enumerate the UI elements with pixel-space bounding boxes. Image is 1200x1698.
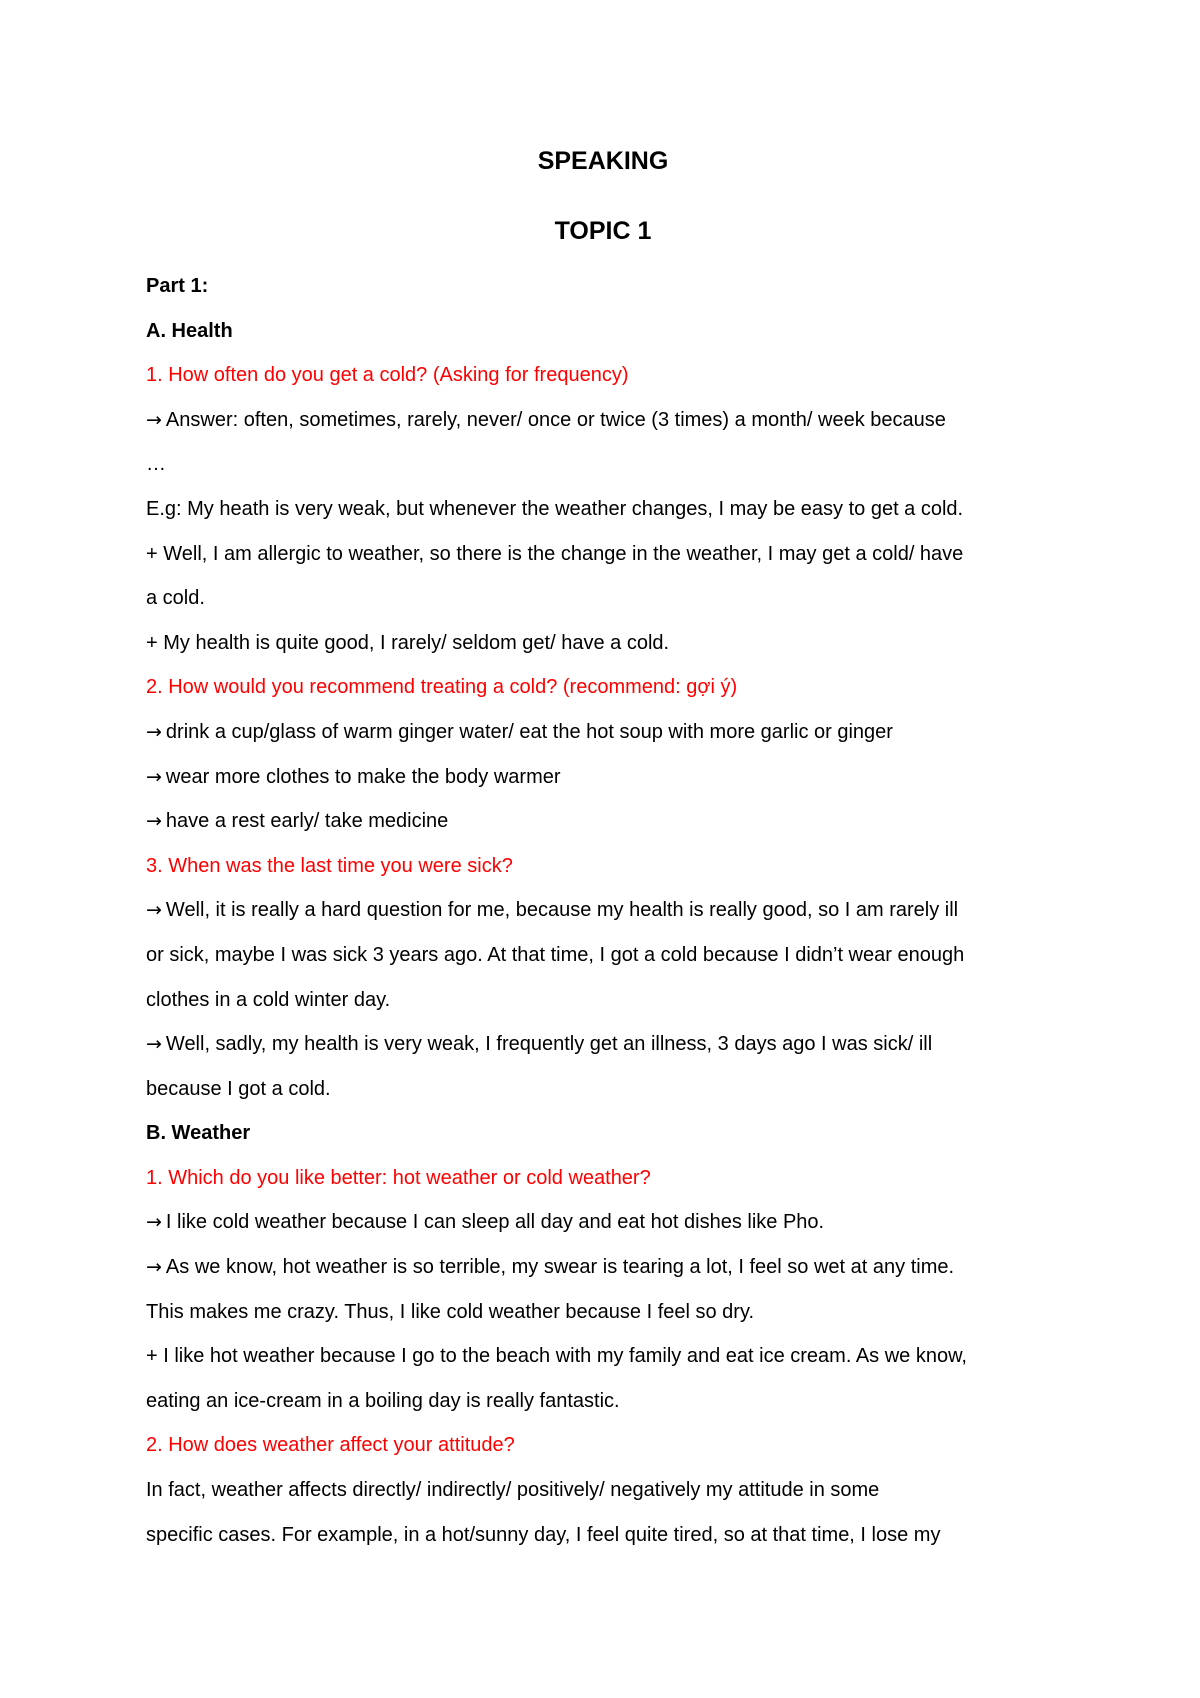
answer-line	[146, 799, 1060, 844]
answer-line: + Well, I am allergic to weather, so there is the change in the weather, I may get a cold/ have	[146, 542, 964, 565]
arrow-icon: →	[146, 1211, 162, 1234]
answer-text: I like cold weather because I can sleep all day and eat hot dishes like Pho.	[165, 1211, 825, 1234]
answer-line: This makes me crazy. Thus, I like cold weather because I feel so dry.	[146, 1300, 755, 1323]
answer-line: In fact, weather affects directly/ indirectly/ positively/ negatively my attitude in some	[146, 1479, 880, 1502]
answer-line	[146, 1022, 1060, 1067]
topic-title: TOPIC 1	[554, 217, 652, 245]
part-label: Part 1:	[146, 275, 209, 297]
arrow-icon: →	[146, 1033, 162, 1056]
answer-line	[146, 1245, 1060, 1290]
arrow-icon: →	[146, 810, 162, 833]
answer-line	[146, 755, 1060, 800]
answer-line	[146, 398, 1060, 443]
answer-text: drink a cup/glass of warm ginger water/ eat the hot soup with more garlic or ginger	[165, 720, 893, 743]
document-title: SPEAKING	[537, 147, 669, 175]
example-line: E.g: My heath is very weak, but whenever the weather changes, I may be easy to get a cold.	[146, 497, 964, 520]
question-health-2: 2. How would you recommend treating a cold? (recommend: gợi ý)	[146, 676, 738, 699]
question-health-3: 3. When was the last time you were sick?	[146, 854, 513, 877]
question-health-1: 1. How often do you get a cold? (Asking for frequency)	[146, 364, 629, 387]
answer-line	[146, 1200, 1060, 1245]
answer-line: eating an ice-cream in a boiling day is really fantastic.	[146, 1389, 620, 1412]
arrow-icon: →	[146, 720, 162, 743]
answer-line: specific cases. For example, in a hot/sunny day, I feel quite tired, so at that time, I lose my	[146, 1523, 941, 1546]
answer-text: wear more clothes to make the body warmer	[165, 765, 561, 788]
answer-line: because I got a cold.	[146, 1077, 331, 1100]
answer-line: + I like hot weather because I go to the beach with my family and eat ice cream. As we know,	[146, 1345, 967, 1368]
answer-text: Answer: often, sometimes, rarely, never/ once or twice (3 times) a month/ week because	[165, 408, 946, 431]
answer-text: Well, sadly, my health is very weak, I frequently get an illness, 3 days ago I was sick/ ill	[165, 1033, 933, 1056]
answer-text: Well, it is really a hard question for me, because my health is really good, so I am rarely ill	[165, 899, 959, 922]
arrow-icon: →	[146, 899, 162, 922]
section-heading-health: A. Health	[146, 319, 233, 342]
question-weather-2: 2. How does weather affect your attitude?	[146, 1434, 515, 1457]
question-weather-1: 1. Which do you like better: hot weather or cold weather?	[146, 1166, 651, 1189]
answer-line	[146, 888, 1060, 933]
arrow-icon: →	[146, 408, 162, 431]
section-heading-weather: B. Weather	[146, 1122, 251, 1145]
answer-line: …	[146, 453, 166, 476]
answer-line: + My health is quite good, I rarely/ seldom get/ have a cold.	[146, 631, 670, 654]
answer-line: or sick, maybe I was sick 3 years ago. At that time, I got a cold because I didn’t wear enough	[146, 943, 965, 966]
answer-text: As we know, hot weather is so terrible, my swear is tearing a lot, I feel so wet at any time.	[165, 1256, 955, 1279]
document-content	[146, 146, 1060, 1557]
answer-line: clothes in a cold winter day.	[146, 988, 391, 1011]
answer-line: a cold.	[146, 587, 205, 610]
arrow-icon: →	[146, 1256, 162, 1279]
answer-line	[146, 710, 1060, 755]
answer-text: have a rest early/ take medicine	[165, 810, 449, 833]
arrow-icon: →	[146, 765, 162, 788]
